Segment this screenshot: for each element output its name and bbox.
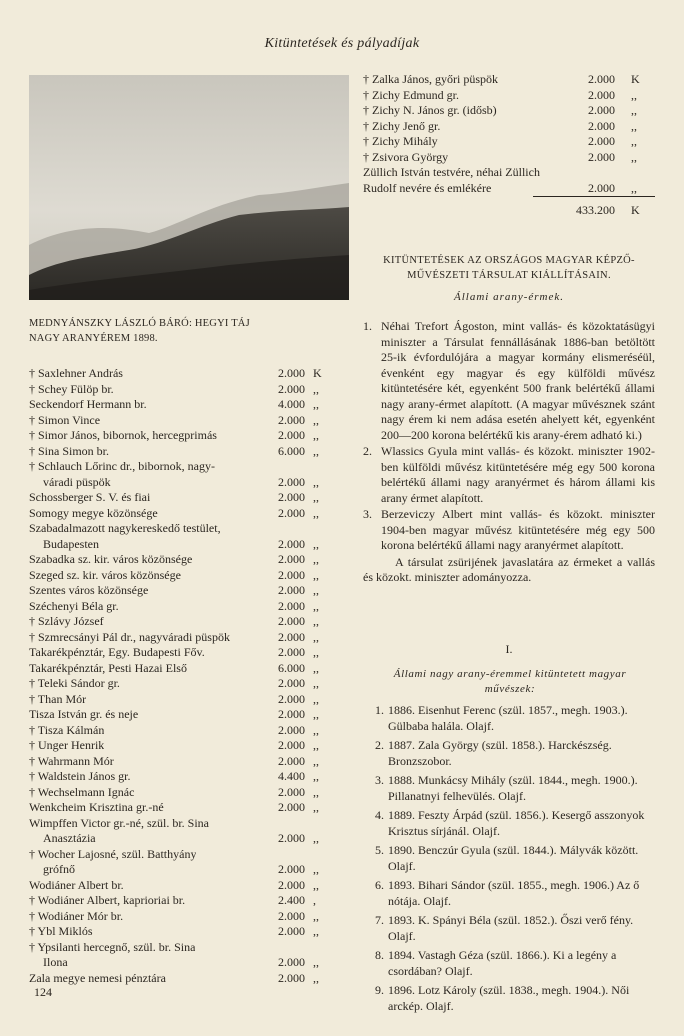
donor-amount: 2.000 bbox=[278, 428, 305, 442]
donor-row bbox=[363, 165, 655, 181]
donor-row bbox=[29, 971, 347, 987]
paragraph-text: Berzeviczy Albert mint vallás- és közokt. miniszter 1904-ben magyar művész kitüntetésére még egy 500 korona belértékű állami nagy aranyérmet alapított. bbox=[381, 507, 655, 552]
paragraph-number: 2. bbox=[363, 444, 372, 458]
photo-caption bbox=[29, 316, 349, 346]
donor-amount: 2.000 bbox=[278, 645, 305, 659]
donor-row bbox=[29, 738, 347, 754]
section-title bbox=[363, 253, 655, 283]
paragraph-number: 1. bbox=[363, 319, 372, 333]
donor-name: † Wodiáner Albert, kaprioriai br. bbox=[29, 893, 186, 907]
donor-unit: ,, bbox=[313, 908, 319, 923]
donor-amount: 2.000 bbox=[278, 862, 305, 876]
donor-row bbox=[29, 645, 347, 661]
total-amount: 433.200 bbox=[576, 203, 615, 217]
awardee-item bbox=[358, 878, 658, 909]
donor-row bbox=[29, 413, 347, 429]
donor-row bbox=[29, 552, 347, 568]
donor-name: † Teleki Sándor gr. bbox=[29, 676, 120, 690]
awardee-number: 8. bbox=[375, 948, 384, 962]
donor-amount: 2.000 bbox=[278, 505, 305, 520]
donor-name: Takarékpénztár, Egy. Budapesti Főv. bbox=[29, 645, 205, 659]
donor-amount: 2.000 bbox=[278, 490, 305, 504]
donor-name: Zala megye nemesi pénztára bbox=[29, 970, 166, 985]
donor-amount: 6.000 bbox=[278, 443, 305, 458]
donor-unit: ,, bbox=[631, 118, 637, 133]
donor-row bbox=[363, 150, 655, 166]
donor-amount: 2.000 bbox=[588, 180, 615, 195]
donor-unit: ,, bbox=[313, 877, 319, 892]
donor-name: † Wechselmann Ignác bbox=[29, 784, 135, 799]
donor-amount: 2.000 bbox=[278, 707, 305, 721]
donor-row bbox=[29, 459, 347, 475]
awardee-text: 1886. Eisenhut Ferenc (szül. 1857., megh. 1903.). Gülbaba halála. Olajf. bbox=[388, 703, 628, 733]
donor-row bbox=[29, 366, 347, 382]
donor-unit: K bbox=[313, 366, 322, 380]
donor-unit: ,, bbox=[313, 381, 319, 396]
donor-name: váradi püspök bbox=[43, 474, 111, 489]
caption-subtitle: NAGY ARANYÉREM 1898. bbox=[29, 333, 158, 344]
donor-name: † Zsivora György bbox=[363, 149, 449, 164]
donor-amount: 2.000 bbox=[278, 722, 305, 737]
donor-name: † Ypsilanti hercegnő, szül. br. Sina bbox=[29, 939, 196, 954]
donor-row bbox=[29, 800, 347, 816]
donor-name: Wimpffen Victor gr.-né, szül. br. Sina bbox=[29, 815, 209, 830]
donor-row bbox=[29, 893, 347, 909]
donor-name: Wodiáner Albert br. bbox=[29, 877, 124, 892]
donor-name: † Waldstein János gr. bbox=[29, 769, 131, 783]
donor-name: † Szmrecsányi Pál dr., nagyváradi püspök bbox=[29, 629, 230, 644]
awardees-heading bbox=[355, 667, 665, 697]
donor-row bbox=[29, 428, 347, 444]
awardee-text: 1896. Lotz Károly (szül. 1838., megh. 1904.). Női arckép. Olajf. bbox=[388, 983, 630, 1013]
donor-unit: ,, bbox=[313, 784, 319, 799]
donor-unit: ,, bbox=[313, 970, 319, 985]
caption-title: MEDNYÁNSZKY LÁSZLÓ BÁRÓ: HEGYI TÁJ bbox=[29, 318, 250, 329]
paragraph-text: Wlassics Gyula mint vallás- és közokt. miniszter 1902-ben külföldi művész kitüntetésére még egy 500 korona belértékű állami nagy aranyérmet és három állami kis arany érmet alapított. bbox=[381, 444, 655, 505]
awardee-number: 5. bbox=[375, 843, 384, 857]
donor-unit: ,, bbox=[313, 722, 319, 737]
donor-unit: ,, bbox=[631, 87, 637, 102]
donor-name: † Zichy Jenő gr. bbox=[363, 118, 441, 133]
awardees-heading-line1: Állami nagy arany-éremmel kitüntetett magyar bbox=[393, 668, 627, 680]
donor-amount: 2.400 bbox=[278, 893, 305, 907]
donor-unit: ,, bbox=[313, 397, 319, 411]
donor-name: Ilona bbox=[43, 955, 68, 969]
donor-amount: 2.000 bbox=[278, 598, 305, 613]
regulation-paragraph bbox=[363, 444, 655, 506]
awardee-text: 1893. Bihari Sándor (szül. 1855., megh. 1906.) Az ő nótája. Olajf. bbox=[388, 878, 640, 908]
donor-unit: ,, bbox=[313, 645, 319, 659]
donor-unit: ,, bbox=[313, 676, 319, 690]
donor-row bbox=[29, 862, 347, 878]
regulation-paragraph bbox=[363, 555, 655, 586]
donor-row bbox=[363, 119, 655, 135]
donor-unit: ,, bbox=[313, 598, 319, 613]
donor-name: † Schey Fülöp br. bbox=[29, 381, 114, 396]
donor-list-left bbox=[29, 366, 347, 986]
awardee-text: 1890. Benczúr Gyula (szül. 1844.). Mályvák között. Olajf. bbox=[388, 843, 639, 873]
donor-unit: ,, bbox=[313, 505, 319, 520]
donor-row bbox=[29, 769, 347, 785]
donor-unit: ,, bbox=[631, 103, 637, 117]
awardee-text: 1894. Vastagh Géza (szül. 1866.). Ki a legény a csordában? Olajf. bbox=[388, 948, 617, 978]
donor-name: † Zichy Edmund gr. bbox=[363, 87, 459, 102]
donor-unit: ,, bbox=[313, 924, 319, 938]
donor-amount: 2.000 bbox=[588, 149, 615, 164]
donor-row bbox=[29, 568, 347, 584]
awardee-number: 6. bbox=[375, 878, 384, 892]
donor-amount: 2.000 bbox=[278, 908, 305, 923]
donor-row bbox=[29, 661, 347, 677]
donor-name: † Tisza Kálmán bbox=[29, 722, 105, 737]
donor-amount: 2.000 bbox=[278, 536, 305, 551]
donor-unit: ,, bbox=[313, 412, 319, 427]
donor-name: † Simor János, bibornok, hercegprimás bbox=[29, 428, 217, 442]
total-rule bbox=[533, 196, 655, 197]
donor-amount: 2.000 bbox=[278, 831, 305, 845]
awardee-text: 1893. K. Spányi Béla (szül. 1852.). Őszi verő fény. Olajf. bbox=[388, 913, 634, 943]
donor-name: Somogy megye közönsége bbox=[29, 505, 158, 520]
donor-row bbox=[29, 785, 347, 801]
regulation-paragraph bbox=[363, 507, 655, 554]
donor-unit: ,, bbox=[313, 583, 319, 597]
donor-name: Takarékpénztár, Pesti Hazai Első bbox=[29, 660, 187, 675]
donor-list-right bbox=[363, 72, 655, 218]
awardee-number: 2. bbox=[375, 738, 384, 752]
donor-name: Wenkcheim Krisztina gr.-né bbox=[29, 800, 164, 814]
donor-row bbox=[29, 676, 347, 692]
donor-amount: 4.000 bbox=[278, 397, 305, 411]
donor-name: Szeged sz. kir. város közönsége bbox=[29, 567, 181, 582]
donor-row bbox=[29, 723, 347, 739]
awardee-item bbox=[358, 808, 658, 839]
donor-unit: ,, bbox=[313, 738, 319, 752]
donor-amount: 2.000 bbox=[588, 87, 615, 102]
donor-row bbox=[363, 103, 655, 119]
donor-amount: 2.000 bbox=[588, 72, 615, 86]
donor-row bbox=[29, 444, 347, 460]
donor-amount: 2.000 bbox=[278, 583, 305, 597]
donor-amount: 2.000 bbox=[588, 103, 615, 117]
donor-row bbox=[29, 506, 347, 522]
section-subtitle: Állami arany-érmek. bbox=[453, 291, 565, 303]
donor-row bbox=[29, 878, 347, 894]
donor-amount: 2.000 bbox=[278, 955, 305, 969]
awardees-heading-line2: művészek: bbox=[484, 683, 536, 695]
donor-name: † Szlávy József bbox=[29, 614, 104, 628]
paragraph-text: A társulat zsürijének javaslatára az érmeket a vallás és közokt. miniszter adományozza. bbox=[363, 554, 655, 584]
donor-amount: 2.000 bbox=[278, 629, 305, 644]
donor-row bbox=[29, 816, 347, 832]
donor-unit: ,, bbox=[631, 149, 637, 164]
donor-amount: 2.000 bbox=[278, 800, 305, 814]
donor-unit: ,, bbox=[313, 707, 319, 721]
donor-row bbox=[29, 909, 347, 925]
donor-amount: 2.000 bbox=[278, 877, 305, 892]
donor-row bbox=[29, 537, 347, 553]
awardee-list bbox=[358, 703, 658, 1018]
donor-row bbox=[29, 940, 347, 956]
donor-unit: ,, bbox=[313, 660, 319, 675]
donor-row bbox=[29, 847, 347, 863]
donor-unit: ,, bbox=[631, 134, 637, 148]
donor-unit: ,, bbox=[313, 567, 319, 582]
donor-unit: ,, bbox=[313, 769, 319, 783]
total-row bbox=[363, 202, 655, 218]
awardee-number: 7. bbox=[375, 913, 384, 927]
awardee-item bbox=[358, 913, 658, 944]
donor-name: † Zichy N. János gr. (idősb) bbox=[363, 103, 497, 117]
donor-row bbox=[29, 521, 347, 537]
donor-amount: 2.000 bbox=[278, 412, 305, 427]
awardee-item bbox=[358, 738, 658, 769]
roman-numeral: I. bbox=[505, 642, 513, 656]
donor-amount: 2.000 bbox=[278, 614, 305, 628]
donor-row bbox=[29, 692, 347, 708]
donor-name: Anasztázia bbox=[43, 831, 96, 845]
awardee-text: 1887. Zala György (szül. 1858.). Harckészség. Bronzszobor. bbox=[388, 738, 612, 768]
awardee-item bbox=[358, 983, 658, 1014]
section-title-line1: KITÜNTETÉSEK AZ ORSZÁGOS MAGYAR KÉPZŐ- bbox=[383, 255, 635, 266]
donor-row bbox=[29, 382, 347, 398]
donor-amount: 4.400 bbox=[278, 769, 305, 783]
donor-row bbox=[29, 924, 347, 940]
paragraph-number: 3. bbox=[363, 507, 372, 521]
section-title-line2: MŰVÉSZETI TÁRSULAT KIÁLLÍTÁSAIN. bbox=[407, 270, 611, 281]
donor-row bbox=[29, 397, 347, 413]
donor-row bbox=[29, 614, 347, 630]
donor-name: † Zalka János, győri püspök bbox=[363, 72, 498, 86]
donor-unit: ,, bbox=[313, 536, 319, 551]
donor-amount: 2.000 bbox=[588, 134, 615, 148]
total-unit: K bbox=[631, 203, 640, 217]
donor-name: Szabadalmazott nagykereskedő testület, bbox=[29, 521, 221, 535]
awardee-number: 4. bbox=[375, 808, 384, 822]
awardee-item bbox=[358, 773, 658, 804]
awardee-text: 1888. Munkácsy Mihály (szül. 1844., megh. 1900.). Pillanatnyi felhevülés. Olajf. bbox=[388, 773, 638, 803]
donor-name: † Saxlehner András bbox=[29, 366, 123, 380]
donor-unit: ,, bbox=[313, 691, 319, 706]
donor-unit: K bbox=[631, 72, 640, 86]
donor-row bbox=[29, 831, 347, 847]
awardee-text: 1889. Feszty Árpád (szül. 1856.). Kesergő asszonyok Krisztus sírjánál. Olajf. bbox=[388, 808, 645, 838]
donor-unit: ,, bbox=[313, 428, 319, 442]
donor-name: † Wocher Lajosné, szül. Batthyány bbox=[29, 846, 197, 861]
donor-name: † Zichy Mihály bbox=[363, 134, 438, 148]
donor-name: Budapesten bbox=[43, 536, 99, 551]
donor-amount: 2.000 bbox=[278, 366, 305, 380]
donor-amount: 2.000 bbox=[278, 784, 305, 799]
donor-unit: ,, bbox=[313, 614, 319, 628]
donor-row bbox=[29, 490, 347, 506]
donor-name: † Schlauch Lőrinc dr., bibornok, nagy- bbox=[29, 459, 215, 473]
donor-name: Rudolf nevére és emlékére bbox=[363, 180, 492, 195]
donor-name: † Ybl Miklós bbox=[29, 924, 93, 938]
donor-unit: ,, bbox=[313, 474, 319, 489]
donor-row bbox=[29, 630, 347, 646]
donor-amount: 2.000 bbox=[278, 924, 305, 938]
donor-amount: 2.000 bbox=[278, 381, 305, 396]
donor-row bbox=[363, 181, 655, 197]
awardee-item bbox=[358, 703, 658, 734]
donor-name: Szentes város közönsége bbox=[29, 583, 149, 597]
donor-amount: 2.000 bbox=[588, 118, 615, 133]
donor-amount: 6.000 bbox=[278, 660, 305, 675]
donor-amount: 2.000 bbox=[278, 970, 305, 985]
regulation-paragraph bbox=[363, 319, 655, 443]
donor-unit: ,, bbox=[313, 753, 319, 768]
donor-unit: ,, bbox=[313, 800, 319, 814]
awardee-item bbox=[358, 843, 658, 874]
donor-name: † Sina Simon br. bbox=[29, 443, 110, 458]
running-header: Kitüntetések és pályadíjak bbox=[264, 36, 420, 51]
donor-row bbox=[29, 583, 347, 599]
donor-unit: ,, bbox=[313, 629, 319, 644]
donor-row bbox=[29, 955, 347, 971]
donor-name: † Wahrmann Mór bbox=[29, 753, 114, 768]
donor-unit: ,, bbox=[313, 443, 319, 458]
donor-amount: 2.000 bbox=[278, 753, 305, 768]
donor-amount: 2.000 bbox=[278, 474, 305, 489]
awardee-item bbox=[358, 948, 658, 979]
donor-amount: 2.000 bbox=[278, 552, 305, 566]
donor-name: Züllich István testvére, néhai Züllich bbox=[363, 165, 540, 179]
donor-row bbox=[29, 599, 347, 615]
awardee-number: 1. bbox=[375, 703, 384, 717]
donor-name: Seckendorf Hermann br. bbox=[29, 397, 147, 411]
page-number: 124 bbox=[34, 985, 52, 999]
donor-row bbox=[363, 134, 655, 150]
donor-amount: 2.000 bbox=[278, 691, 305, 706]
donor-name: † Simon Vince bbox=[29, 412, 101, 427]
donor-unit: ,, bbox=[313, 955, 319, 969]
donor-row bbox=[363, 72, 655, 88]
donor-amount: 2.000 bbox=[278, 738, 305, 752]
awardee-number: 3. bbox=[375, 773, 384, 787]
donor-unit: ,, bbox=[631, 180, 637, 195]
donor-amount: 2.000 bbox=[278, 676, 305, 690]
donor-name: † Unger Henrik bbox=[29, 738, 105, 752]
donor-row bbox=[29, 475, 347, 491]
donor-name: Schossberger S. V. és fiai bbox=[29, 490, 151, 504]
donor-name: Szabadka sz. kir. város közönsége bbox=[29, 552, 193, 566]
donor-unit: ,, bbox=[313, 831, 319, 845]
donor-name: † Than Mór bbox=[29, 691, 87, 706]
awardee-number: 9. bbox=[375, 983, 384, 997]
donor-name: † Wodiáner Mór br. bbox=[29, 908, 124, 923]
donor-unit: ,, bbox=[313, 552, 319, 566]
donor-amount: 2.000 bbox=[278, 567, 305, 582]
donor-unit: ,, bbox=[313, 490, 319, 504]
donor-name: Széchenyi Béla gr. bbox=[29, 598, 119, 613]
donor-unit: , bbox=[313, 893, 316, 907]
donor-unit: ,, bbox=[313, 862, 319, 876]
landscape-photo bbox=[29, 75, 349, 300]
regulation-paragraphs bbox=[363, 319, 655, 587]
donor-row bbox=[29, 754, 347, 770]
donor-row bbox=[29, 707, 347, 723]
donor-row bbox=[363, 88, 655, 104]
donor-name: grófnő bbox=[43, 862, 75, 876]
donor-name: Tisza István gr. és neje bbox=[29, 707, 139, 721]
paragraph-text: Néhai Trefort Ágoston, mint vallás- és közoktatásügyi miniszter a Társulat fennállásának 1886-ban betöltött 25-ik évfordulójára a magyar kormány elismeréséül, évenként egy magyar és egy külföldi művész kitüntetésére két, egyenként 500 frank belértékű állami nagy arany-érmet alapított. (A magyar művésznek szánt nagy érem ki nem adása esetén ahelyett két, egyenként 200—200 korona belértékű kis arany-érem adható ki.) bbox=[381, 319, 655, 442]
